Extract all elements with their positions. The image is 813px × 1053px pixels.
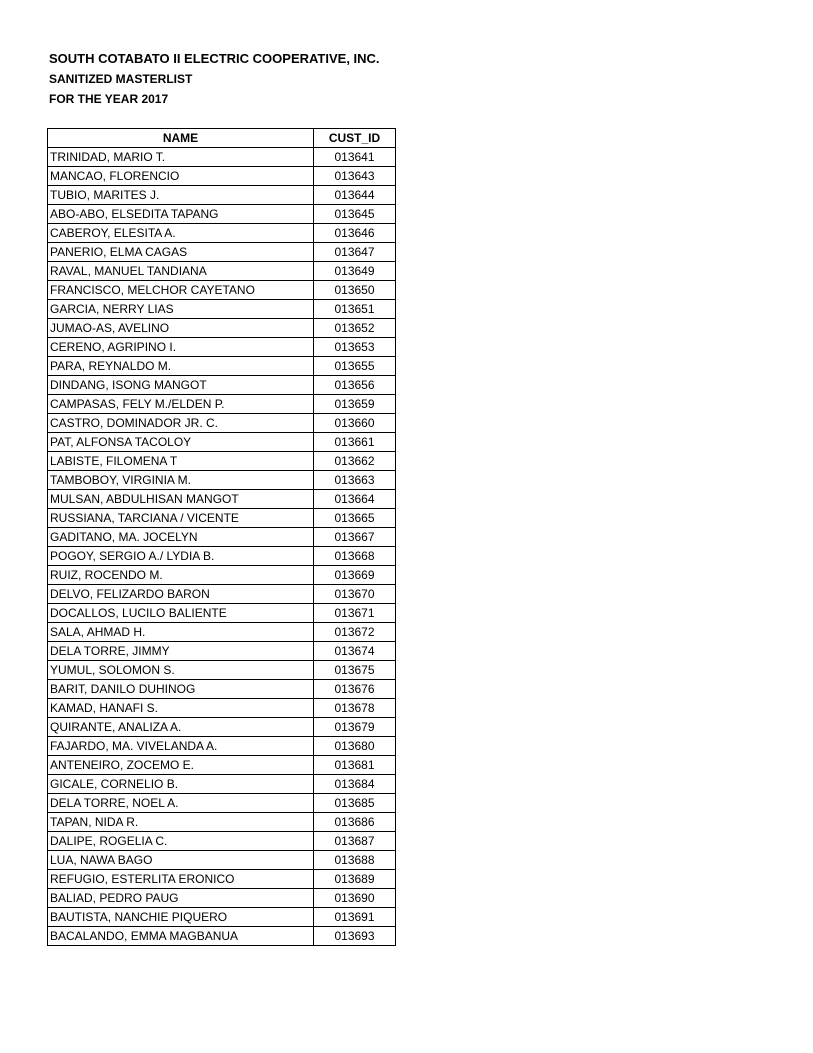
customer-id-cell: 013663 — [314, 471, 396, 490]
customer-name-cell: DOCALLOS, LUCILO BALIENTE — [48, 604, 314, 623]
customer-id-cell: 013664 — [314, 490, 396, 509]
customer-name-cell: LUA, NAWA BAGO — [48, 851, 314, 870]
customer-id-cell: 013691 — [314, 908, 396, 927]
table-row — [48, 604, 396, 623]
customer-name-cell: TRINIDAD, MARIO T. — [48, 148, 314, 167]
table-row — [48, 699, 396, 718]
table-row — [48, 376, 396, 395]
customer-name-cell: DINDANG, ISONG MANGOT — [48, 376, 314, 395]
table-row — [48, 642, 396, 661]
customer-id-cell: 013671 — [314, 604, 396, 623]
table-row — [48, 870, 396, 889]
customer-id-cell: 013644 — [314, 186, 396, 205]
customer-name-cell: KAMAD, HANAFI S. — [48, 699, 314, 718]
customer-name-cell: BACALANDO, EMMA MAGBANUA — [48, 927, 314, 946]
customer-id-cell: 013675 — [314, 661, 396, 680]
customer-name-cell: MANCAO, FLORENCIO — [48, 167, 314, 186]
customer-name-cell: DELVO, FELIZARDO BARON — [48, 585, 314, 604]
table-row — [48, 585, 396, 604]
customer-id-cell: 013693 — [314, 927, 396, 946]
customer-name-cell: BALIAD, PEDRO PAUG — [48, 889, 314, 908]
column-header-name: NAME — [48, 129, 314, 148]
customer-id-cell: 013662 — [314, 452, 396, 471]
masterlist-table — [47, 128, 396, 946]
customer-id-cell: 013646 — [314, 224, 396, 243]
customer-name-cell: PAT, ALFONSA TACOLOY — [48, 433, 314, 452]
customer-id-cell: 013651 — [314, 300, 396, 319]
customer-id-cell: 013641 — [314, 148, 396, 167]
customer-name-cell: RAVAL, MANUEL TANDIANA — [48, 262, 314, 281]
table-row — [48, 224, 396, 243]
customer-name-cell: DELA TORRE, JIMMY — [48, 642, 314, 661]
customer-name-cell: BARIT, DANILO DUHINOG — [48, 680, 314, 699]
table-row — [48, 243, 396, 262]
customer-id-cell: 013684 — [314, 775, 396, 794]
customer-id-cell: 013685 — [314, 794, 396, 813]
table-row — [48, 908, 396, 927]
customer-name-cell: GICALE, CORNELIO B. — [48, 775, 314, 794]
customer-name-cell: BAUTISTA, NANCHIE PIQUERO — [48, 908, 314, 927]
table-row — [48, 528, 396, 547]
customer-name-cell: ABO-ABO, ELSEDITA TAPANG — [48, 205, 314, 224]
customer-name-cell: JUMAO-AS, AVELINO — [48, 319, 314, 338]
customer-name-cell: ANTENEIRO, ZOCEMO E. — [48, 756, 314, 775]
customer-id-cell: 013656 — [314, 376, 396, 395]
customer-name-cell: FAJARDO, MA. VIVELANDA A. — [48, 737, 314, 756]
table-row — [48, 167, 396, 186]
customer-id-cell: 013667 — [314, 528, 396, 547]
customer-id-cell: 013665 — [314, 509, 396, 528]
table-row — [48, 490, 396, 509]
customer-name-cell: CASTRO, DOMINADOR JR. C. — [48, 414, 314, 433]
table-row — [48, 794, 396, 813]
customer-name-cell: MULSAN, ABDULHISAN MANGOT — [48, 490, 314, 509]
table-row — [48, 623, 396, 642]
customer-id-cell: 013659 — [314, 395, 396, 414]
table-row — [48, 661, 396, 680]
table-row — [48, 775, 396, 794]
customer-name-cell: SALA, AHMAD H. — [48, 623, 314, 642]
customer-id-cell: 013679 — [314, 718, 396, 737]
customer-name-cell: LABISTE, FILOMENA T — [48, 452, 314, 471]
customer-name-cell: PARA, REYNALDO M. — [48, 357, 314, 376]
customer-id-cell: 013689 — [314, 870, 396, 889]
customer-id-cell: 013680 — [314, 737, 396, 756]
table-row — [48, 395, 396, 414]
customer-id-cell: 013669 — [314, 566, 396, 585]
table-row — [48, 281, 396, 300]
document-header — [49, 49, 380, 109]
year-line: FOR THE YEAR 2017 — [49, 92, 169, 106]
customer-name-cell: REFUGIO, ESTERLITA ERONICO — [48, 870, 314, 889]
table-row — [48, 319, 396, 338]
table-row — [48, 756, 396, 775]
customer-id-cell: 013655 — [314, 357, 396, 376]
table-row — [48, 851, 396, 870]
table-row — [48, 737, 396, 756]
table-row — [48, 566, 396, 585]
customer-name-cell: DALIPE, ROGELIA C. — [48, 832, 314, 851]
customer-name-cell: DELA TORRE, NOEL A. — [48, 794, 314, 813]
customer-name-cell: RUSSIANA, TARCIANA / VICENTE — [48, 509, 314, 528]
table-row — [48, 471, 396, 490]
column-header-cust-id: CUST_ID — [314, 129, 396, 148]
customer-id-cell: 013672 — [314, 623, 396, 642]
customer-name-cell: FRANCISCO, MELCHOR CAYETANO — [48, 281, 314, 300]
customer-id-cell: 013661 — [314, 433, 396, 452]
customer-id-cell: 013670 — [314, 585, 396, 604]
customer-id-cell: 013649 — [314, 262, 396, 281]
customer-id-cell: 013645 — [314, 205, 396, 224]
customer-name-cell: POGOY, SERGIO A./ LYDIA B. — [48, 547, 314, 566]
table-row — [48, 357, 396, 376]
customer-name-cell: TAMBOBOY, VIRGINIA M. — [48, 471, 314, 490]
table-row — [48, 718, 396, 737]
customer-id-cell: 013652 — [314, 319, 396, 338]
customer-id-cell: 013687 — [314, 832, 396, 851]
document-subtitle: SANITIZED MASTERLIST — [49, 72, 193, 86]
table-row — [48, 832, 396, 851]
customer-name-cell: RUIZ, ROCENDO M. — [48, 566, 314, 585]
table-row — [48, 889, 396, 908]
table-row — [48, 414, 396, 433]
table-header-row — [48, 129, 396, 148]
customer-id-cell: 013674 — [314, 642, 396, 661]
table-row — [48, 547, 396, 566]
table-row — [48, 433, 396, 452]
customer-id-cell: 013678 — [314, 699, 396, 718]
table-row — [48, 186, 396, 205]
table-row — [48, 148, 396, 167]
customer-id-cell: 013653 — [314, 338, 396, 357]
table-row — [48, 927, 396, 946]
customer-id-cell: 013688 — [314, 851, 396, 870]
customer-name-cell: GARCIA, NERRY LIAS — [48, 300, 314, 319]
table-row — [48, 262, 396, 281]
table-row — [48, 680, 396, 699]
customer-id-cell: 013690 — [314, 889, 396, 908]
customer-name-cell: CERENO, AGRIPINO I. — [48, 338, 314, 357]
table-row — [48, 813, 396, 832]
customer-name-cell: PANERIO, ELMA CAGAS — [48, 243, 314, 262]
customer-id-cell: 013647 — [314, 243, 396, 262]
customer-id-cell: 013676 — [314, 680, 396, 699]
table-row — [48, 509, 396, 528]
customer-name-cell: GADITANO, MA. JOCELYN — [48, 528, 314, 547]
table-row — [48, 300, 396, 319]
company-name: SOUTH COTABATO II ELECTRIC COOPERATIVE, INC. — [49, 51, 380, 66]
table-row — [48, 452, 396, 471]
customer-name-cell: TAPAN, NIDA R. — [48, 813, 314, 832]
customer-id-cell: 013643 — [314, 167, 396, 186]
customer-id-cell: 013668 — [314, 547, 396, 566]
table-row — [48, 338, 396, 357]
customer-id-cell: 013686 — [314, 813, 396, 832]
customer-name-cell: YUMUL, SOLOMON S. — [48, 661, 314, 680]
customer-id-cell: 013681 — [314, 756, 396, 775]
customer-id-cell: 013650 — [314, 281, 396, 300]
customer-name-cell: QUIRANTE, ANALIZA A. — [48, 718, 314, 737]
table-row — [48, 205, 396, 224]
customer-id-cell: 013660 — [314, 414, 396, 433]
customer-name-cell: CABEROY, ELESITA A. — [48, 224, 314, 243]
customer-name-cell: TUBIO, MARITES J. — [48, 186, 314, 205]
customer-name-cell: CAMPASAS, FELY M./ELDEN P. — [48, 395, 314, 414]
